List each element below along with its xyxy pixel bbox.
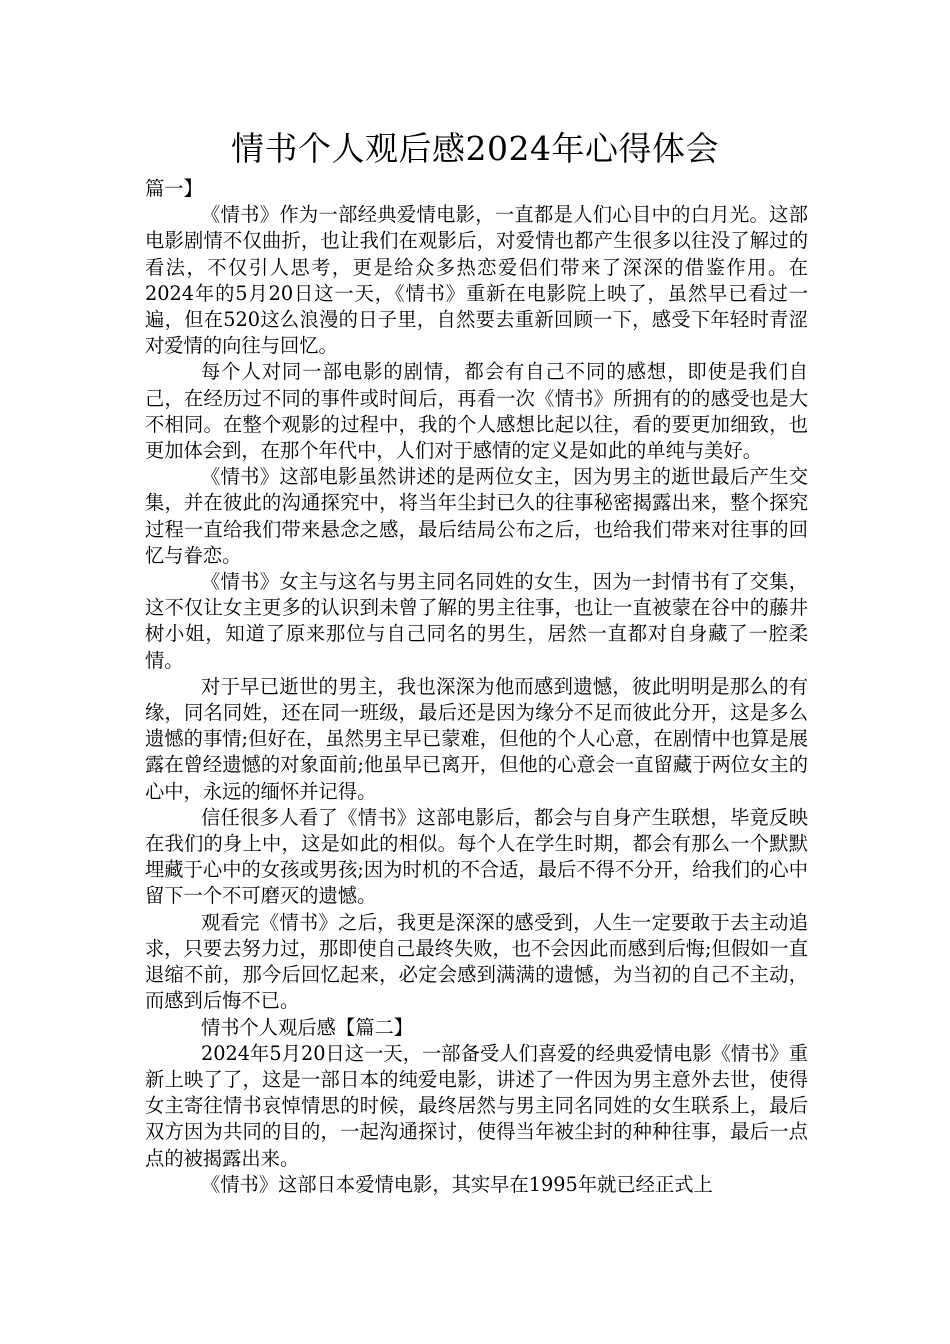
paragraph: 《情书》作为一部经典爱情电影，一直都是人们心目中的白月光。这部电影剧情不仅曲折，也让我们在观影后，对爱情也都产生很多以往没了解过的看法，不仅引人思考，更是给众多热恋爱侣们带来了深深的借鉴作用。在2024年的5月20日这一天，《情书》重新在电影院上映了，虽然早已看过一遍，但在520这么浪漫的日子里，自然要去重新回顾一下，感受下年轻时青涩对爱情的向往与回忆。 — [145, 203, 808, 358]
paragraph: 2024年5月20日这一天，一部备受人们喜爱的经典爱情电影《情书》重新上映了了，这是一部日本的纯爱电影，讲述了一件因为男主意外去世，使得女主寄往情书哀悼情思的时候，最终居然与男主同名同姓的女生联系上，最后双方因为共同的目的，一起沟通探讨，使得当年被尘封的种种往事，最后一点点的被揭露出来。 — [145, 1041, 808, 1170]
paragraph: 《情书》这部日本爱情电影，其实早在1995年就已经正式上 — [200, 1172, 713, 1196]
paragraph: 对于早已逝世的男主，我也深深为他而感到遗憾，彼此明明是那么的有缘，同名同姓，还在同一班级，最后还是因为缘分不足而彼此分开，这是多么遗憾的事情;但好在，虽然男主早已蒙难，但他的个人心意，在剧情中也算是展露在曾经遗憾的对象面前;他虽早已离开，但他的心意会一直留藏于两位女主的心中，永远的缅怀并记得。 — [145, 674, 808, 803]
section-heading: 情书个人观后感【篇二】 — [200, 1015, 414, 1039]
paragraph: 《情书》女主与这名与男主同名同姓的女生，因为一封情书有了交集，这不仅让女主更多的认识到未曾了解的男主往事，也让一直被蒙在谷中的藤井树小姐，知道了原来那位与自己同名的男生，居然一直都对自身藏了一腔柔情。 — [145, 570, 808, 672]
document-body — [145, 176, 808, 1198]
paragraph: 信任很多人看了《情书》这部电影后，都会与自身产生联想，毕竟反映在我们的身上中，这是如此的相似。每个人在学生时期，都会有那么一个默默埋藏于心中的女孩或男孩;因为时机的不合适，最后不得不分开，给我们的心中留下一个不可磨灭的遗憾。 — [145, 805, 808, 908]
paragraph: 每个人对同一部电影的剧情，都会有自己不同的感想，即使是我们自己，在经历过不同的事件或时间后，再看一次《情书》所拥有的的感受也是大不相同。在整个观影的过程中，我的个人感想比起以往，看的要更加细致，也更加体会到，在那个年代中，人们对于感情的定义是如此的单纯与美好。 — [145, 360, 808, 463]
document-title: 情书个人观后感2024年心得体会 — [231, 129, 719, 168]
paragraph: 观看完《情书》之后，我更是深深的感受到，人生一定要敢于去主动追求，只要去努力过，那即使自己最终失败，也不会因此而感到后悔;但假如一直退缩不前，那今后回忆起来，必定会感到满满的遗憾，为当初的自己不主动，而感到后悔不已。 — [145, 910, 808, 1013]
section-heading: 篇一】 — [145, 177, 203, 200]
paragraph: 《情书》这部电影虽然讲述的是两位女主，因为男主的逝世最后产生交集，并在彼此的沟通探究中，将当年尘封已久的往事秘密揭露出来，整个探究过程一直给我们带来悬念之感，最后结局公布之后，也给我们带来对往事的回忆与眷恋。 — [145, 465, 808, 567]
